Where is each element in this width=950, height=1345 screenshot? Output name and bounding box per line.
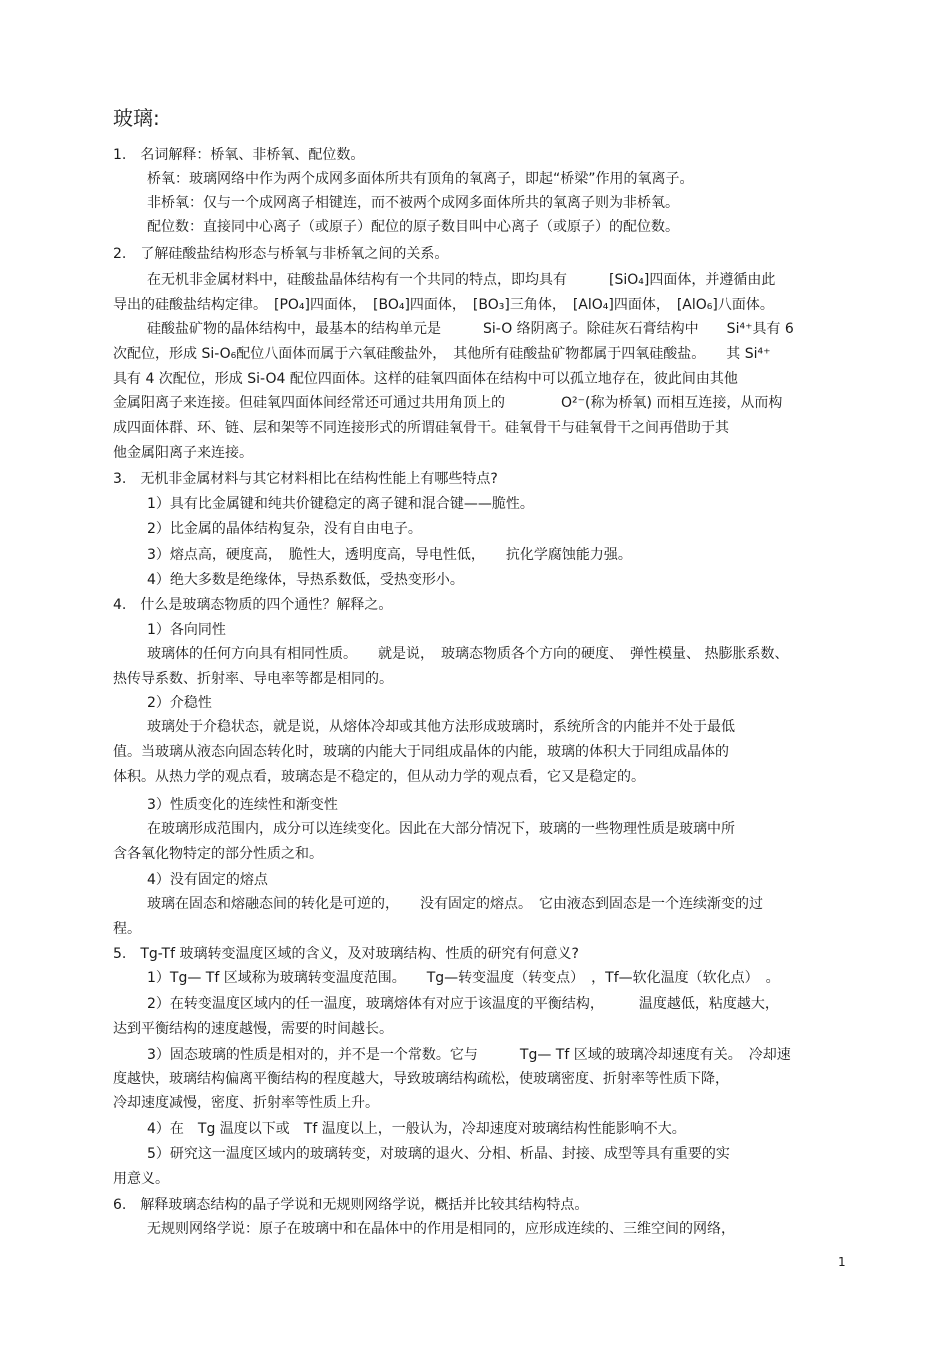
- text-line: 玻璃处于介稳状态，就是说，从熔体冷却或其他方法形成玻璃时，系统所含的内能并不处于最低: [147, 719, 735, 735]
- list-item: 4）在 Tg 温度以下或 Tf 温度以上，一般认为，冷却速度对玻璃结构性能影响不大。: [147, 1121, 686, 1137]
- text-line: 金属阳离子来连接。但硅氧四面体间经常还可通过共用角顶上的 O²⁻(称为桥氧) 而相互连接，从而构: [113, 395, 783, 411]
- question-4: 4. 什么是玻璃态物质的四个通性？解释之。: [113, 597, 393, 613]
- text-line: 热传导系数、折射率、导电率等都是相同的。: [113, 671, 393, 687]
- subheading: 2）介稳性: [147, 695, 212, 711]
- list-item: 5）研究这一温度区域内的玻璃转变，对玻璃的退火、分相、析晶、封接、成型等具有重要的实: [147, 1146, 730, 1162]
- text-line: 成四面体群、环、链、层和架等不同连接形式的所谓硅氧骨干。硅氧骨干与硅氧骨干之间再借助于其: [113, 420, 729, 436]
- subheading: 3）性质变化的连续性和渐变性: [147, 797, 338, 813]
- page-number: 1: [838, 1255, 846, 1269]
- list-item: 2）在转变温度区域内的任一温度，玻璃熔体有对应于该温度的平衡结构， 温度越低，粘度越大，: [147, 996, 779, 1012]
- text-line: 无规则网络学说：原子在玻璃中和在晶体中的作用是相同的，应形成连续的、三维空间的网络，: [147, 1221, 735, 1237]
- text-line: 具有 4 次配位，形成 Si-O4 配位四面体。这样的硅氧四面体在结构中可以孤立地存在，彼此间由其他: [113, 371, 738, 387]
- list-item: 1）具有比金属键和纯共价键稳定的离子键和混合键——脆性。: [147, 496, 534, 512]
- text-line: 含各氧化物特定的部分性质之和。: [113, 846, 323, 862]
- list-item: 4）绝大多数是绝缘体，导热系数低，受热变形小。: [147, 572, 464, 588]
- list-item: 3）固态玻璃的性质是相对的，并不是一个常数。它与 Tg— Tf 区域的玻璃冷却速度有关。 冷却速: [147, 1047, 791, 1063]
- question-2: 2. 了解硅酸盐结构形态与桥氧与非桥氧之间的关系。: [113, 246, 449, 262]
- text-line: 程。: [113, 921, 141, 937]
- text-line: 达到平衡结构的速度越慢，需要的时间越长。: [113, 1021, 393, 1037]
- list-item: 2）比金属的晶体结构复杂，没有自由电子。: [147, 521, 422, 537]
- text-line: 次配位，形成 Si-O₆配位八面体而属于六氧硅酸盐外， 其他所有硅酸盐矿物都属于四氧硅酸盐。 其 Si⁴⁺: [113, 346, 771, 362]
- question-5: 5. Tg-Tf 玻璃转变温度区域的含义，及对玻璃结构、性质的研究有何意义?: [113, 946, 579, 962]
- text-line: 他金属阳离子来连接。: [113, 445, 253, 461]
- text-line: 桥氧：玻璃网络中作为两个成网多面体所共有顶角的氧离子，即起“桥梁”作用的氧离子。: [147, 171, 694, 187]
- text-line: 在无机非金属材料中，硅酸盐晶体结构有一个共同的特点，即均具有 [SiO₄]四面体，并遵循由此: [147, 272, 776, 288]
- text-line: 在玻璃形成范围内，成分可以连续变化。因此在大部分情况下，玻璃的一些物理性质是玻璃中所: [147, 821, 735, 837]
- text-line: 用意义。: [113, 1171, 169, 1187]
- text-line: 度越快，玻璃结构偏离平衡结构的程度越大，导致玻璃结构疏松，使玻璃密度、折射率等性质下降，: [113, 1071, 729, 1087]
- doc-title: 玻璃:: [113, 106, 160, 130]
- text-line: 配位数：直接同中心离子（或原子）配位的原子数目叫中心离子（或原子）的配位数。: [147, 219, 679, 235]
- list-item: 3）熔点高，硬度高， 脆性大，透明度高，导电性低， 抗化学腐蚀能力强。: [147, 547, 632, 563]
- text-line: 玻璃体的任何方向具有相同性质。 就是说， 玻璃态物质各个方向的硬度、 弹性模量、 热膨胀系数、: [147, 646, 789, 662]
- text-line: 硅酸盐矿物的晶体结构中，最基本的结构单元是 Si-O 络阴离子。除硅灰石膏结构中 Si⁴⁺具有 6: [147, 321, 794, 337]
- subheading: 1）各向同性: [147, 622, 226, 638]
- question-1: 1. 名词解释：桥氧、非桥氧、配位数。: [113, 147, 365, 163]
- text-line: 玻璃在固态和熔融态间的转化是可逆的， 没有固定的熔点。 它由液态到固态是一个连续渐变的过: [147, 896, 763, 912]
- question-3: 3. 无机非金属材料与其它材料相比在结构性能上有哪些特点?: [113, 471, 498, 487]
- text-line: 体积。从热力学的观点看，玻璃态是不稳定的，但从动力学的观点看，它又是稳定的。: [113, 769, 645, 785]
- text-line: 冷却速度减慢，密度、折射率等性质上升。: [113, 1095, 379, 1111]
- question-6: 6. 解释玻璃态结构的晶子学说和无规则网络学说，概括并比较其结构特点。: [113, 1197, 589, 1213]
- subheading: 4）没有固定的熔点: [147, 872, 268, 888]
- text-line: 非桥氧：仅与一个成网离子相键连，而不被两个成网多面体所共的氧离子则为非桥氧。: [147, 195, 679, 211]
- text-line: 值。当玻璃从液态向固态转化时，玻璃的内能大于同组成晶体的内能，玻璃的体积大于同组成晶体的: [113, 744, 729, 760]
- text-line: 导出的硅酸盐结构定律。 [PO₄]四面体， [BO₄]四面体， [BO₃]三角体， [AlO₄]四面体， [AlO₆]八面体。: [113, 297, 774, 313]
- list-item: 1）Tg— Tf 区域称为玻璃转变温度范围。 Tg—转变温度（转变点） ，Tf—软化温度（软化点） 。: [147, 970, 780, 986]
